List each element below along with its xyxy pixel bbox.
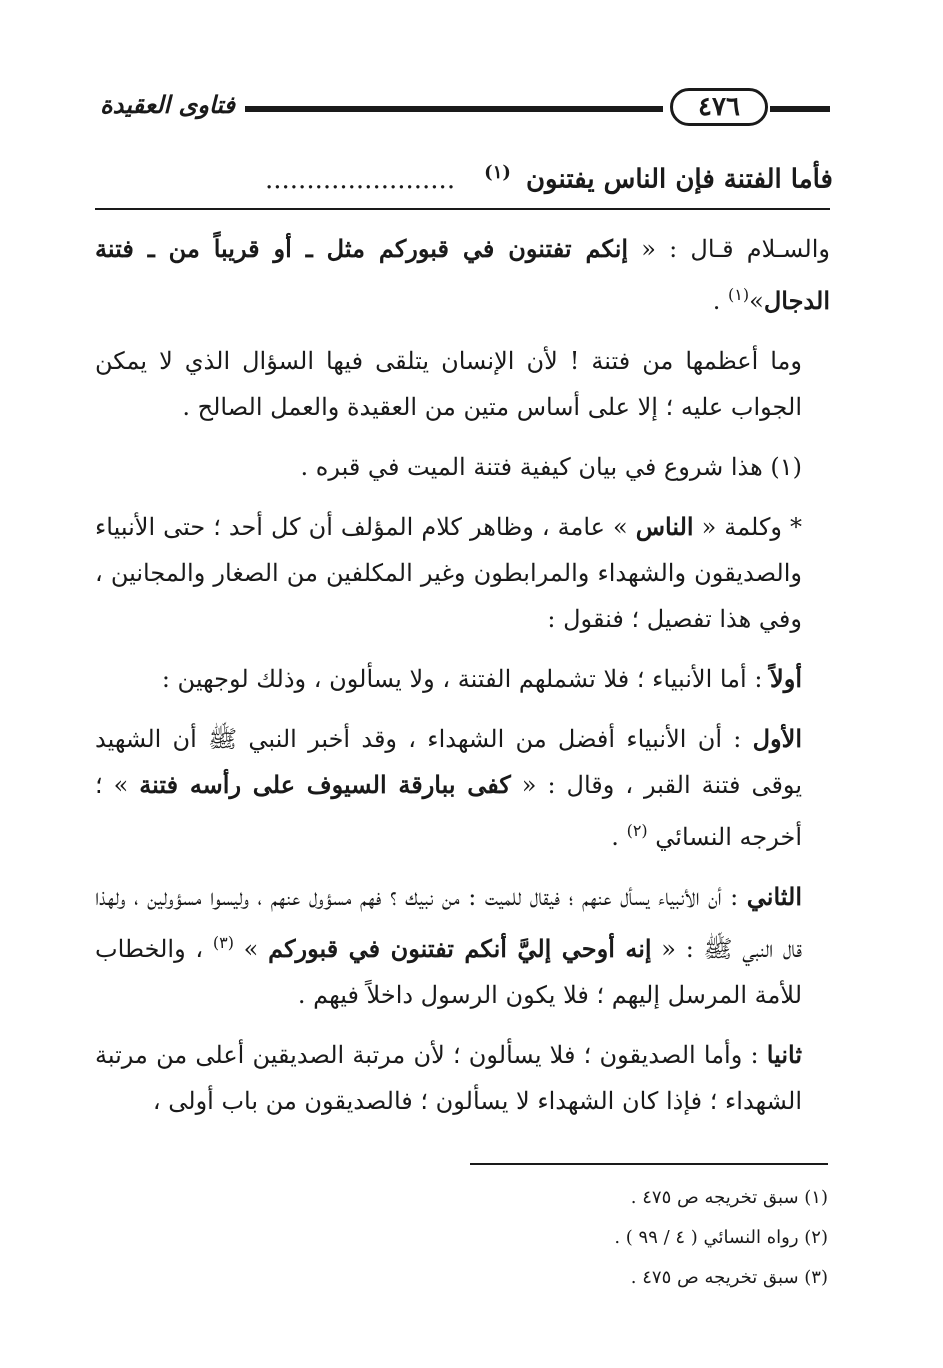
paragraph: [95, 504, 830, 642]
text-run: » عامة ، وظاهر كلام المؤلف أن كل أحد ؛ حتى الأنبياء والصديقون والشهداء والمرابطون وغير المكلفين من الصغار والمجانين ، وفي هذا تفصيل ؛ فنقول :: [95, 513, 802, 633]
page-number-badge: [670, 88, 768, 126]
paragraph: [95, 874, 830, 1018]
header-rule-left: [245, 106, 663, 112]
text-run: ، والخطاب للأمة المرسل إليهم ؛ فلا يكون الرسول داخلاً فيهم .: [95, 935, 802, 1009]
page-number: ٤٧٦: [698, 92, 740, 122]
paragraph: [95, 1032, 830, 1124]
matn-line: [113, 150, 833, 203]
text-run: .: [712, 287, 729, 315]
matn-dots: .......................: [265, 164, 456, 195]
bold-text: الناس: [635, 512, 694, 541]
matn-divider: [95, 208, 830, 210]
text-run: : أن الأنبياء يسأل عنهم ؛ فيقال للميت : من نبيك ؟ فهم مسؤول عنهم ، وليسوا مسؤولين ، ولهذا قال النبي ﷺ : «: [95, 883, 802, 963]
paragraph: [95, 226, 830, 324]
text-run: »: [233, 935, 269, 963]
paragraph: [95, 716, 830, 860]
text-run: »: [749, 287, 764, 315]
page-header: [95, 84, 830, 134]
text-run: » ؛ أخرجه النسائي: [95, 771, 802, 851]
bold-text: أولاً: [770, 664, 802, 693]
text-run: والسـلام قـال : «: [628, 235, 831, 263]
book-title: فتاوى العقيدة: [100, 90, 235, 119]
text-run: (١) هذا شروع في بيان كيفية فتنة الميت في قبره .: [300, 453, 802, 481]
matn-footnote-ref: (١): [484, 162, 511, 183]
bold-text: الثاني: [746, 882, 802, 911]
text-run: * وكلمة «: [693, 513, 802, 541]
footnote: (١) سبق تخريجه ص ٤٧٥ .: [630, 1187, 828, 1208]
bold-text: الأول: [752, 724, 802, 753]
footnote: (٢) رواه النسائي ( ٤ / ٩٩ ) .: [614, 1227, 828, 1248]
text-run: : أن الأنبياء أفضل من الشهداء ، وقد أخبر النبي ﷺ أن الشهيد يوقى فتنة القبر ، وقال : «: [95, 725, 803, 799]
bold-text: ثانيا: [766, 1040, 802, 1069]
paragraph: [95, 338, 830, 430]
text-run: : أما الأنبياء ؛ فلا تشملهم الفتنة ، ولا يسألون ، وذلك لوجهين :: [161, 665, 771, 693]
paragraph: [95, 444, 830, 490]
footnote-ref: (٢): [626, 821, 648, 840]
footnote: (٣) سبق تخريجه ص ٤٧٥ .: [630, 1267, 828, 1288]
bold-text: إنه أوحي إليَّ أنكم تفتنون في قبوركم: [268, 934, 652, 963]
header-rule-right: [770, 106, 830, 112]
footnote-ref: (١): [728, 285, 750, 304]
commentary-body: [95, 226, 830, 1138]
matn-text: فأما الفتنة فإن الناس يفتنون: [525, 164, 833, 195]
footnote-divider: [470, 1163, 828, 1165]
text-run: .: [611, 823, 627, 851]
paragraph: [95, 656, 830, 702]
text-run: : وأما الصديقون ؛ فلا يسألون ؛ لأن مرتبة الصديقين أعلى من مرتبة الشهداء ؛ فإذا كان الشهداء لا يسألون ؛ فالصديقون من باب أولى ،: [95, 1041, 802, 1115]
bold-text: إنكم تفتنون في قبوركم مثل ـ أو قريباً من ـ فتنة الدجال: [95, 234, 830, 315]
footnotes: [228, 1178, 828, 1298]
footnote-ref: (٣): [212, 933, 234, 952]
text-run: وما أعظمها من فتنة ! لأن الإنسان يتلقى فيها السؤال الذي لا يمكن الجواب عليه ؛ إلا على أساس متين من العقيدة والعمل الصالح .: [95, 347, 802, 421]
bold-text: كفى ببارقة السيوف على رأسه فتنة: [139, 770, 511, 799]
